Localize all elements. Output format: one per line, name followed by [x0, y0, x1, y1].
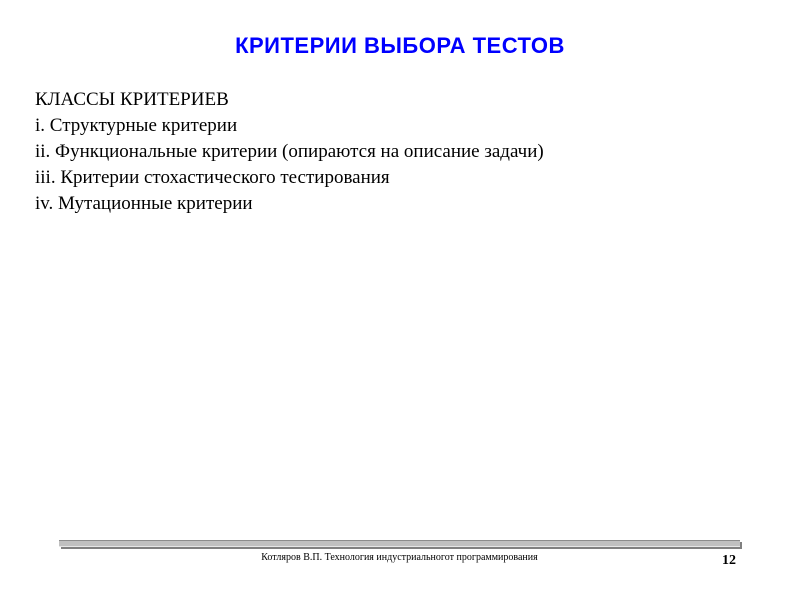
criteria-item-structural: i. Структурные критерии: [35, 115, 238, 136]
footer-author-text: Котляров В.П. Технология индустриальногот программирования: [261, 552, 538, 563]
criteria-list: [35, 113, 755, 217]
page-number: 12: [722, 553, 736, 568]
footer-divider-bar: [59, 540, 740, 547]
criteria-classes-heading: КЛАССЫ КРИТЕРИЕВ: [35, 89, 229, 110]
slide-content: [35, 87, 755, 217]
criteria-item-stochastic: iii. Критерии стохастического тестирования: [35, 167, 390, 188]
criteria-item-functional: ii. Функциональные критерии (опираются на описание задачи): [35, 141, 544, 162]
criteria-item-mutation: iv. Мутационные критерии: [35, 193, 253, 214]
slide-title: КРИТЕРИИ ВЫБОРА ТЕСТОВ: [235, 33, 565, 58]
